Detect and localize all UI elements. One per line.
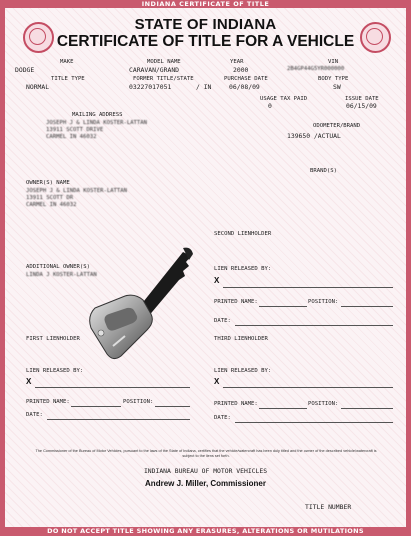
lien1-signature-line xyxy=(35,387,190,388)
bureau-name: INDIANA BUREAU OF MOTOR VEHICLES xyxy=(143,467,268,475)
lien2-position-label: POSITION: xyxy=(308,299,339,305)
lien2-printed-name-line xyxy=(259,306,307,307)
year-label: YEAR xyxy=(230,59,244,65)
lien1-position-line xyxy=(155,406,190,407)
former-state-value: / IN xyxy=(196,83,212,91)
title-line-1: STATE OF INDIANA xyxy=(134,16,277,33)
owners-label: OWNER(S) NAME xyxy=(26,180,70,186)
body-type-value: SW xyxy=(333,83,341,91)
lien1-printed-name-label: PRINTED NAME: xyxy=(26,399,70,405)
third-lienholder-label: THIRD LIENHOLDER xyxy=(214,336,268,342)
lien2-position-line xyxy=(341,306,393,307)
owner-line-3: CARMEL IN 46032 xyxy=(26,202,77,208)
brands-label: BRAND(S) xyxy=(310,168,337,174)
title-type-value: NORMAL xyxy=(26,83,50,91)
second-lienholder-label: SECOND LIENHOLDER xyxy=(214,231,272,237)
lien2-date-line xyxy=(235,325,393,326)
mailing-line-1: JOSEPH J & LINDA KOSTER-LATTAN xyxy=(46,120,148,126)
mailing-address-label: MAILING ADDRESS xyxy=(72,112,123,118)
usage-tax-label: USAGE TAX PAID xyxy=(260,96,308,102)
make-value: DODGE xyxy=(15,66,35,74)
commissioner-name: Andrew J. Miller, Commissioner xyxy=(145,479,266,488)
lien1-date-label: DATE: xyxy=(26,412,43,418)
mailing-line-3: CARMEL IN 46032 xyxy=(46,134,97,140)
title-type-label: TITLE TYPE xyxy=(51,76,85,82)
vin-label: VIN xyxy=(328,59,339,65)
body-type-label: BODY TYPE xyxy=(318,76,349,82)
purchase-date-value: 06/08/09 xyxy=(229,83,260,91)
lien2-printed-name-label: PRINTED NAME: xyxy=(214,299,258,305)
lien3-date-label: DATE: xyxy=(214,415,231,421)
bottom-banner: DO NOT ACCEPT TITLE SHOWING ANY ERASURES, ALTERATIONS OR MUTILATIONS xyxy=(47,527,364,535)
lien3-date-line xyxy=(235,422,393,423)
odometer-label: ODOMETER/BRAND xyxy=(313,123,361,129)
issue-date-label: ISSUE DATE xyxy=(345,96,379,102)
lien2-date-label: DATE: xyxy=(214,318,231,324)
odometer-value: 139650 /ACTUAL xyxy=(287,132,341,140)
lien1-printed-name-line xyxy=(71,406,121,407)
usage-tax-value: 0 xyxy=(268,102,272,110)
owner-line-2: 13911 SCOTT DR xyxy=(26,195,74,201)
certification-footnote: The Commissioner of the Bureau of Motor Vehicles, pursuant to the laws of the State of Indiana, certifies that the vehicle/watercraft has been duly titled and the owner of the described vehicle/watercraft is subject to the liens set forth. xyxy=(35,449,377,458)
issue-date-value: 06/15/09 xyxy=(346,102,377,110)
lien3-printed-name-label: PRINTED NAME: xyxy=(214,401,258,407)
lien1-position-label: POSITION: xyxy=(123,399,154,405)
lien3-signature-x: X xyxy=(214,377,220,386)
title-line-2: CERTIFICATE OF TITLE FOR A VEHICLE xyxy=(56,33,355,50)
lien2-released-by-label: LIEN RELEASED BY: xyxy=(214,266,272,272)
lien3-released-by-label: LIEN RELEASED BY: xyxy=(214,368,272,374)
year-value: 2000 xyxy=(233,66,249,74)
car-key-image xyxy=(85,238,195,363)
model-value: CARAVAN/GRAND xyxy=(129,66,180,74)
former-title-value: 03227017051 xyxy=(129,83,172,91)
lien2-signature-x: X xyxy=(214,276,220,285)
first-lienholder-label: FIRST LIENHOLDER xyxy=(26,336,80,342)
lien2-signature-line xyxy=(223,287,393,288)
lien1-signature-x: X xyxy=(26,377,32,386)
top-banner: INDIANA CERTIFICATE OF TITLE xyxy=(141,0,270,8)
owner-line-1: JOSEPH J & LINDA KOSTER-LATTAN xyxy=(26,188,128,194)
lien3-signature-line xyxy=(223,387,393,388)
additional-owners-label: ADDITIONAL OWNER(S) xyxy=(26,264,90,270)
certificate-sheet xyxy=(5,8,406,527)
title-number-label: TITLE NUMBER xyxy=(305,503,352,511)
additional-owners-value: LINDA J KOSTER-LATTAN xyxy=(26,272,97,278)
model-label: MODEL NAME xyxy=(147,59,181,65)
purchase-date-label: PURCHASE DATE xyxy=(224,76,268,82)
mailing-line-2: 13911 SCOTT DRIVE xyxy=(46,127,104,133)
lien1-released-by-label: LIEN RELEASED BY: xyxy=(26,368,84,374)
make-label: MAKE xyxy=(60,59,74,65)
lien3-printed-name-line xyxy=(259,408,307,409)
lien1-date-line xyxy=(47,419,190,420)
lien3-position-line xyxy=(341,408,393,409)
former-title-label: FORMER TITLE/STATE xyxy=(133,76,194,82)
lien3-position-label: POSITION: xyxy=(308,401,339,407)
vin-value: 2B4GP44G5YR000000 xyxy=(287,66,345,72)
